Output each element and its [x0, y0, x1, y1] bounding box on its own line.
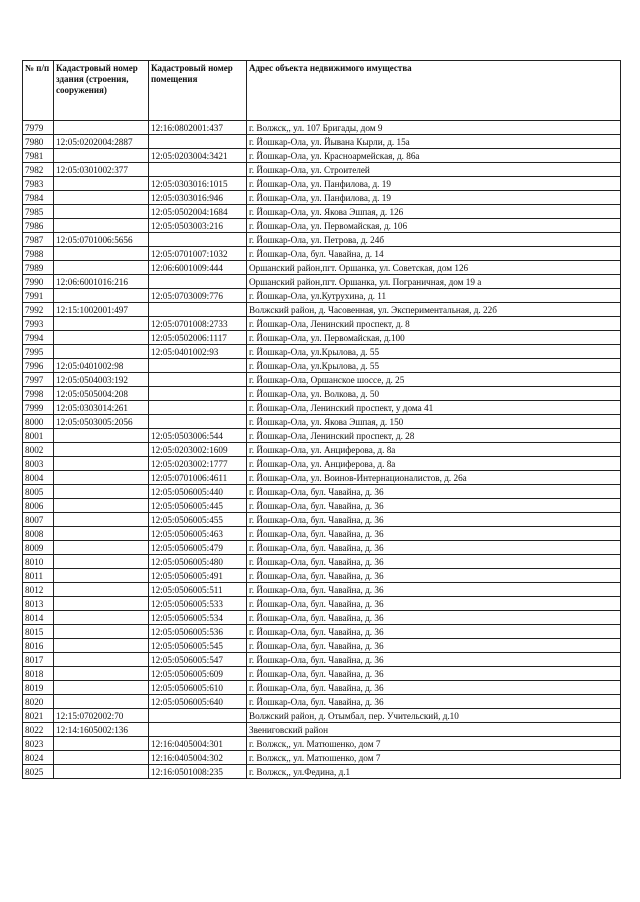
- address: г. Волжск,, ул. 107 Бригады, дом 9: [247, 121, 621, 135]
- table-row: [23, 373, 621, 387]
- property-table: [22, 60, 621, 779]
- table-row: [23, 275, 621, 289]
- row-number: 8020: [23, 695, 54, 709]
- table-row: [23, 289, 621, 303]
- row-number: 7991: [23, 289, 54, 303]
- row-number: 8023: [23, 737, 54, 751]
- row-number: 7988: [23, 247, 54, 261]
- address: г. Йошкар-Ола, бул. Чавайна, д. 36: [247, 499, 621, 513]
- premises-cadastral-number: 12:05:0506005:455: [149, 513, 247, 527]
- premises-cadastral-number: 12:06:6001009:444: [149, 261, 247, 275]
- building-cadastral-number: [54, 653, 149, 667]
- premises-cadastral-number: [149, 163, 247, 177]
- premises-cadastral-number: [149, 303, 247, 317]
- table-row: [23, 359, 621, 373]
- premises-cadastral-number: 12:05:0701008:2733: [149, 317, 247, 331]
- premises-cadastral-number: [149, 709, 247, 723]
- table-row: [23, 443, 621, 457]
- building-cadastral-number: [54, 317, 149, 331]
- table-row: [23, 233, 621, 247]
- building-cadastral-number: [54, 737, 149, 751]
- row-number: 8013: [23, 597, 54, 611]
- building-cadastral-number: 12:05:0303014:261: [54, 401, 149, 415]
- address: г. Йошкар-Ола, ул.Кутрухина, д. 11: [247, 289, 621, 303]
- building-cadastral-number: [54, 289, 149, 303]
- building-cadastral-number: [54, 121, 149, 135]
- header-building-cadastral: Кадастровый номер здания (строения, сооружения): [54, 61, 149, 121]
- premises-cadastral-number: 12:05:0502006:1117: [149, 331, 247, 345]
- premises-cadastral-number: 12:16:0501008:235: [149, 765, 247, 779]
- address: г. Йошкар-Ола, ул. Строителей: [247, 163, 621, 177]
- address: г. Йошкар-Ола, ул. Первомайская, д. 106: [247, 219, 621, 233]
- table-row: [23, 345, 621, 359]
- table-row: [23, 191, 621, 205]
- building-cadastral-number: [54, 429, 149, 443]
- address: г. Йошкар-Ола, ул.Крылова, д. 55: [247, 359, 621, 373]
- table-row: [23, 709, 621, 723]
- building-cadastral-number: 12:05:0503005:2056: [54, 415, 149, 429]
- building-cadastral-number: [54, 569, 149, 583]
- building-cadastral-number: [54, 681, 149, 695]
- row-number: 7984: [23, 191, 54, 205]
- building-cadastral-number: [54, 583, 149, 597]
- building-cadastral-number: [54, 485, 149, 499]
- row-number: 8015: [23, 625, 54, 639]
- address: г. Йошкар-Ола, Ленинский проспект, д. 8: [247, 317, 621, 331]
- row-number: 8011: [23, 569, 54, 583]
- premises-cadastral-number: 12:05:0506005:534: [149, 611, 247, 625]
- building-cadastral-number: 12:15:1002001:497: [54, 303, 149, 317]
- building-cadastral-number: [54, 345, 149, 359]
- building-cadastral-number: [54, 667, 149, 681]
- building-cadastral-number: [54, 443, 149, 457]
- row-number: 7992: [23, 303, 54, 317]
- building-cadastral-number: 12:05:0701006:5656: [54, 233, 149, 247]
- building-cadastral-number: 12:05:0505004:208: [54, 387, 149, 401]
- address: г. Йошкар-Ола, ул. Петрова, д. 24б: [247, 233, 621, 247]
- premises-cadastral-number: 12:05:0506005:491: [149, 569, 247, 583]
- row-number: 8019: [23, 681, 54, 695]
- address: Волжский район, д. Часовенная, ул. Экспериментальная, д. 22б: [247, 303, 621, 317]
- address: г. Йошкар-Ола, ул. Волкова, д. 50: [247, 387, 621, 401]
- row-number: 8017: [23, 653, 54, 667]
- address: г. Йошкар-Ола, ул. Панфилова, д. 19: [247, 191, 621, 205]
- building-cadastral-number: [54, 611, 149, 625]
- row-number: 8012: [23, 583, 54, 597]
- table-row: [23, 149, 621, 163]
- address: г. Йошкар-Ола, бул. Чавайна, д. 36: [247, 611, 621, 625]
- row-number: 7987: [23, 233, 54, 247]
- building-cadastral-number: 12:05:0401002:98: [54, 359, 149, 373]
- row-number: 8002: [23, 443, 54, 457]
- document-page: [22, 60, 620, 779]
- address: г. Йошкар-Ола, бул. Чавайна, д. 14: [247, 247, 621, 261]
- table-row: [23, 611, 621, 625]
- table-row: [23, 695, 621, 709]
- address: г. Йошкар-Ола, Оршанское шоссе, д. 25: [247, 373, 621, 387]
- table-row: [23, 569, 621, 583]
- row-number: 7994: [23, 331, 54, 345]
- row-number: 7982: [23, 163, 54, 177]
- address: г. Йошкар-Ола, ул. Анциферова, д. 8а: [247, 443, 621, 457]
- header-row: [23, 61, 621, 121]
- address: г. Йошкар-Ола, бул. Чавайна, д. 36: [247, 485, 621, 499]
- row-number: 7989: [23, 261, 54, 275]
- table-row: [23, 527, 621, 541]
- building-cadastral-number: [54, 177, 149, 191]
- address: г. Йошкар-Ола, бул. Чавайна, д. 36: [247, 513, 621, 527]
- address: Оршанский район,пгт. Оршанка, ул. Пограничная, дом 19 а: [247, 275, 621, 289]
- table-body: [23, 121, 621, 779]
- address: г. Йошкар-Ола, ул. Якова Эшпая, д. 150: [247, 415, 621, 429]
- building-cadastral-number: [54, 555, 149, 569]
- table-row: [23, 583, 621, 597]
- building-cadastral-number: [54, 639, 149, 653]
- building-cadastral-number: 12:15:0702002:70: [54, 709, 149, 723]
- premises-cadastral-number: 12:05:0303016:946: [149, 191, 247, 205]
- address: г. Йошкар-Ола, бул. Чавайна, д. 36: [247, 695, 621, 709]
- table-row: [23, 737, 621, 751]
- address: г. Йошкар-Ола, ул. Воинов-Интернационалистов, д. 26а: [247, 471, 621, 485]
- building-cadastral-number: 12:05:0504003:192: [54, 373, 149, 387]
- row-number: 8004: [23, 471, 54, 485]
- row-number: 7983: [23, 177, 54, 191]
- premises-cadastral-number: 12:05:0701007:1032: [149, 247, 247, 261]
- address: г. Йошкар-Ола, бул. Чавайна, д. 36: [247, 667, 621, 681]
- building-cadastral-number: [54, 457, 149, 471]
- table-row: [23, 541, 621, 555]
- table-row: [23, 653, 621, 667]
- premises-cadastral-number: [149, 275, 247, 289]
- premises-cadastral-number: [149, 723, 247, 737]
- row-number: 7993: [23, 317, 54, 331]
- row-number: 8006: [23, 499, 54, 513]
- address: г. Йошкар-Ола, Ленинский проспект, у дома 41: [247, 401, 621, 415]
- address: г. Йошкар-Ола, бул. Чавайна, д. 36: [247, 583, 621, 597]
- table-row: [23, 219, 621, 233]
- table-row: [23, 723, 621, 737]
- row-number: 8016: [23, 639, 54, 653]
- address: г. Волжск,, ул.Федина, д.1: [247, 765, 621, 779]
- address: г. Волжск,, ул. Матюшенко, дом 7: [247, 737, 621, 751]
- address: г. Йошкар-Ола, бул. Чавайна, д. 36: [247, 555, 621, 569]
- building-cadastral-number: 12:05:0202004:2887: [54, 135, 149, 149]
- table-row: [23, 639, 621, 653]
- table-row: [23, 429, 621, 443]
- row-number: 7980: [23, 135, 54, 149]
- premises-cadastral-number: 12:05:0506005:536: [149, 625, 247, 639]
- row-number: 8005: [23, 485, 54, 499]
- table-row: [23, 121, 621, 135]
- table-row: [23, 751, 621, 765]
- premises-cadastral-number: 12:05:0203002:1609: [149, 443, 247, 457]
- address: г. Йошкар-Ола, ул. Панфилова, д. 19: [247, 177, 621, 191]
- table-row: [23, 261, 621, 275]
- premises-cadastral-number: 12:05:0506005:640: [149, 695, 247, 709]
- premises-cadastral-number: 12:05:0503003:216: [149, 219, 247, 233]
- row-number: 8018: [23, 667, 54, 681]
- address: г. Йошкар-Ола, бул. Чавайна, д. 36: [247, 597, 621, 611]
- header-premises-cadastral: Кадастровый номер помещения: [149, 61, 247, 121]
- row-number: 7998: [23, 387, 54, 401]
- premises-cadastral-number: 12:05:0506005:547: [149, 653, 247, 667]
- address: г. Йошкар-Ола, бул. Чавайна, д. 36: [247, 625, 621, 639]
- address: Волжский район, д. Отымбал, пер. Учительский, д.10: [247, 709, 621, 723]
- address: г. Йошкар-Ола, бул. Чавайна, д. 36: [247, 569, 621, 583]
- building-cadastral-number: [54, 331, 149, 345]
- header-address: Адрес объекта недвижимого имущества: [247, 61, 621, 121]
- address: г. Йошкар-Ола, ул. Первомайская, д.100: [247, 331, 621, 345]
- table-row: [23, 401, 621, 415]
- premises-cadastral-number: 12:05:0503006:544: [149, 429, 247, 443]
- table-row: [23, 513, 621, 527]
- building-cadastral-number: [54, 597, 149, 611]
- premises-cadastral-number: 12:16:0802001:437: [149, 121, 247, 135]
- address: г. Волжск,, ул. Матюшенко, дом 7: [247, 751, 621, 765]
- row-number: 7996: [23, 359, 54, 373]
- table-row: [23, 625, 621, 639]
- premises-cadastral-number: 12:05:0701006:4611: [149, 471, 247, 485]
- address: г. Йошкар-Ола, бул. Чавайна, д. 36: [247, 653, 621, 667]
- table-row: [23, 471, 621, 485]
- table-row: [23, 135, 621, 149]
- table-row: [23, 597, 621, 611]
- row-number: 7990: [23, 275, 54, 289]
- row-number: 8007: [23, 513, 54, 527]
- premises-cadastral-number: 12:05:0506005:545: [149, 639, 247, 653]
- table-row: [23, 681, 621, 695]
- building-cadastral-number: [54, 149, 149, 163]
- address: г. Йошкар-Ола, ул. Красноармейская, д. 86а: [247, 149, 621, 163]
- address: г. Йошкар-Ола, бул. Чавайна, д. 36: [247, 527, 621, 541]
- table-row: [23, 247, 621, 261]
- premises-cadastral-number: 12:16:0405004:302: [149, 751, 247, 765]
- premises-cadastral-number: 12:05:0506005:533: [149, 597, 247, 611]
- premises-cadastral-number: 12:05:0703009:776: [149, 289, 247, 303]
- table-row: [23, 205, 621, 219]
- table-row: [23, 499, 621, 513]
- row-number: 7981: [23, 149, 54, 163]
- table-row: [23, 331, 621, 345]
- row-number: 7979: [23, 121, 54, 135]
- building-cadastral-number: [54, 499, 149, 513]
- building-cadastral-number: 12:05:0301002:377: [54, 163, 149, 177]
- building-cadastral-number: [54, 247, 149, 261]
- premises-cadastral-number: 12:05:0506005:479: [149, 541, 247, 555]
- premises-cadastral-number: 12:05:0502004:1684: [149, 205, 247, 219]
- row-number: 8010: [23, 555, 54, 569]
- row-number: 8024: [23, 751, 54, 765]
- premises-cadastral-number: 12:05:0203002:1777: [149, 457, 247, 471]
- row-number: 8025: [23, 765, 54, 779]
- premises-cadastral-number: 12:05:0506005:511: [149, 583, 247, 597]
- building-cadastral-number: [54, 513, 149, 527]
- building-cadastral-number: [54, 625, 149, 639]
- address: г. Йошкар-Ола, ул.Крылова, д. 55: [247, 345, 621, 359]
- table-row: [23, 387, 621, 401]
- table-row: [23, 485, 621, 499]
- premises-cadastral-number: [149, 233, 247, 247]
- building-cadastral-number: [54, 751, 149, 765]
- premises-cadastral-number: [149, 415, 247, 429]
- table-row: [23, 415, 621, 429]
- building-cadastral-number: [54, 219, 149, 233]
- row-number: 8021: [23, 709, 54, 723]
- row-number: 7995: [23, 345, 54, 359]
- premises-cadastral-number: [149, 135, 247, 149]
- premises-cadastral-number: 12:05:0506005:609: [149, 667, 247, 681]
- premises-cadastral-number: 12:05:0401002:93: [149, 345, 247, 359]
- building-cadastral-number: [54, 191, 149, 205]
- row-number: 8022: [23, 723, 54, 737]
- premises-cadastral-number: 12:05:0203004:3421: [149, 149, 247, 163]
- premises-cadastral-number: [149, 373, 247, 387]
- table-row: [23, 667, 621, 681]
- table-row: [23, 457, 621, 471]
- row-number: 8014: [23, 611, 54, 625]
- address: Оршанский район,пгт. Оршанка, ул. Советская, дом 126: [247, 261, 621, 275]
- building-cadastral-number: 12:14:1605002:136: [54, 723, 149, 737]
- row-number: 8008: [23, 527, 54, 541]
- table-row: [23, 303, 621, 317]
- premises-cadastral-number: 12:16:0405004:301: [149, 737, 247, 751]
- table-row: [23, 163, 621, 177]
- header-number: № п/п: [23, 61, 54, 121]
- address: г. Йошкар-Ола, ул. Анциферова, д. 8а: [247, 457, 621, 471]
- building-cadastral-number: [54, 695, 149, 709]
- table-row: [23, 317, 621, 331]
- building-cadastral-number: [54, 765, 149, 779]
- address: г. Йошкар-Ола, ул. Йывана Кырли, д. 15а: [247, 135, 621, 149]
- row-number: 7985: [23, 205, 54, 219]
- building-cadastral-number: 12:06:6001016:216: [54, 275, 149, 289]
- table-row: [23, 177, 621, 191]
- building-cadastral-number: [54, 471, 149, 485]
- premises-cadastral-number: 12:05:0303016:1015: [149, 177, 247, 191]
- building-cadastral-number: [54, 527, 149, 541]
- address: г. Йошкар-Ола, бул. Чавайна, д. 36: [247, 681, 621, 695]
- premises-cadastral-number: 12:05:0506005:440: [149, 485, 247, 499]
- row-number: 8009: [23, 541, 54, 555]
- address: г. Йошкар-Ола, бул. Чавайна, д. 36: [247, 541, 621, 555]
- address: г. Йошкар-Ола, Ленинский проспект, д. 28: [247, 429, 621, 443]
- row-number: 7997: [23, 373, 54, 387]
- building-cadastral-number: [54, 541, 149, 555]
- table-row: [23, 765, 621, 779]
- table-row: [23, 555, 621, 569]
- address: г. Йошкар-Ола, ул. Якова Эшпая, д. 126: [247, 205, 621, 219]
- premises-cadastral-number: [149, 387, 247, 401]
- address: Звениговский район: [247, 723, 621, 737]
- row-number: 7986: [23, 219, 54, 233]
- premises-cadastral-number: [149, 401, 247, 415]
- building-cadastral-number: [54, 261, 149, 275]
- premises-cadastral-number: 12:05:0506005:480: [149, 555, 247, 569]
- premises-cadastral-number: 12:05:0506005:445: [149, 499, 247, 513]
- row-number: 7999: [23, 401, 54, 415]
- building-cadastral-number: [54, 205, 149, 219]
- address: г. Йошкар-Ола, бул. Чавайна, д. 36: [247, 639, 621, 653]
- row-number: 8000: [23, 415, 54, 429]
- premises-cadastral-number: [149, 359, 247, 373]
- row-number: 8001: [23, 429, 54, 443]
- premises-cadastral-number: 12:05:0506005:610: [149, 681, 247, 695]
- row-number: 8003: [23, 457, 54, 471]
- premises-cadastral-number: 12:05:0506005:463: [149, 527, 247, 541]
